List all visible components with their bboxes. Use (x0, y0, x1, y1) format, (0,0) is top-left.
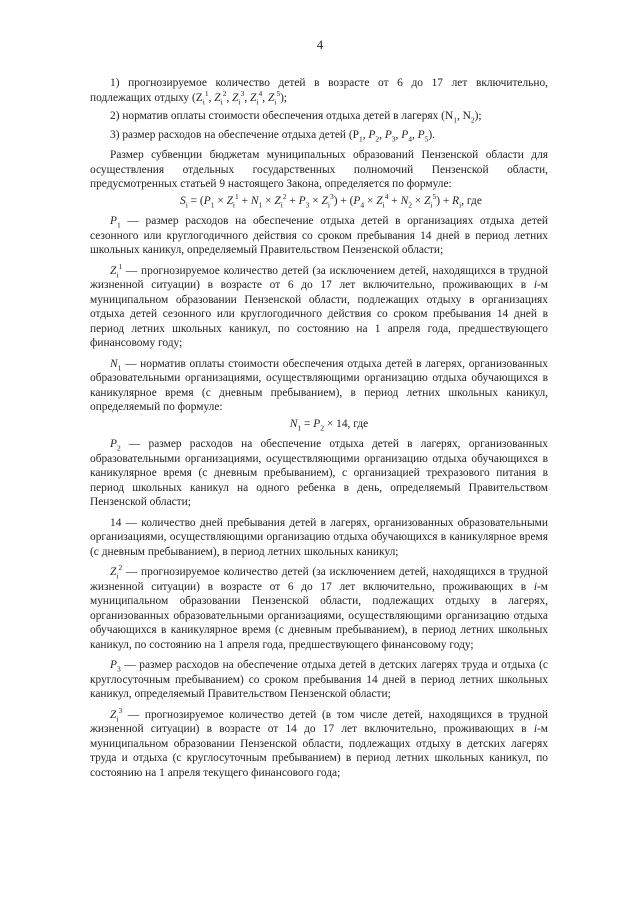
paragraph-item-2: 2) норматив оплаты стоимости обеспечения отдыха детей в лагерях ($N_1$, $N_2$); (110, 110, 482, 125)
paragraph-z2-definition: $Z_i^2$ — прогнозируемое количество детей (за исключением детей, находящихся в трудной жизненной ситуации) в возрасте от 6 до 17 лет включительно, проживающих в i-м муниципальном образовании Пензенской области, подлежащих отдыху в лагерях, организованных образовательными организациями, осуществляющими организацию отдыха обучающихся в каникулярное время (с дневным пребыванием), в период летних школьных каникул, по состоянию на 1 апреля года, предшествующего финансовому году; (90, 563, 548, 651)
document-body (90, 76, 548, 786)
paragraph-subvention: Размер субвенции бюджетам муниципальных образований Пензенской области для осуществления отдельных государственных полномочий Пензенской области, предусмотренных статьей 9 настоящего Закона, определяется по формуле: (90, 149, 548, 190)
formula-subvention: $S_i = (P_1 \times Z_i^1 + N_1 \times Z_i^2 + P_3 \times Z_i^3) + (P_4 \times Z_i^4 + N_2 \times Z_i^5) + R_i$, где (180, 191, 482, 209)
page-number: 4 (316, 38, 324, 52)
paragraph-14-definition: 14 — количество дней пребывания детей в лагерях, организованных образовательными организациями, осуществляющими организацию отдыха обучающихся в каникулярное время (с дневным пребыванием), в период летних школьных каникул; (90, 516, 548, 558)
paragraph-item-3: 3) размер расходов на обеспечение отдыха детей ($P_1$, $P_2$, $P_3$, $P_4$, $P_5$). (110, 128, 436, 143)
paragraph-z3-definition: $Z_i^3$ — прогнозируемое количество детей (в том числе детей, находящихся в трудной жизненной ситуации) в возрасте от 14 до 17 лет включительно, проживающих в i-м муниципальном образовании Пензенской области, подлежащих отдыху в детских лагерях труда и отдыха (с круглосуточным пребыванием) в период летних школьных каникул, по состоянию на 1 апреля текущего финансового года; (90, 705, 548, 779)
paragraph-n1-definition: $N_1$ — норматив оплаты стоимости обеспечения отдыха детей в лагерях, организованных образовательными организациями, осуществляющими организацию отдыха обучающихся в каникулярное время (с дневным пребыванием), в период летних школьных каникул, определяемый по формуле: (90, 357, 548, 413)
paragraph-item-1: 1) прогнозируемое количество детей в возрасте от 6 до 17 лет включительно, подлежащих отдыху ($Z_i^1$, $Z_i^2$, $Z_i^3$, $Z_i^4$, $Z_i^5$); (90, 77, 548, 106)
paragraph-p1-definition: $P_1$ — размер расходов на обеспечение отдыха детей в организациях отдыха детей сезонного или круглогодичного действия со сроком пребывания 14 дней в период летних школьных каникул, определяемый Правительством Пензенской области; (90, 215, 548, 256)
formula-n1: $N_1 = P_2 \times 14$, где (289, 417, 369, 432)
paragraph-z1-definition: $Z_i^1$ — прогнозируемое количество детей (за исключением детей, находящихся в трудной жизненной ситуации) в возрасте от 6 до 17 лет включительно, проживающих в i-м муниципальном образовании Пензенской области, подлежащих отдыху в организациях отдыха детей сезонного или круглогодичного действия со сроком пребывания 14 дней в период летних школьных каникул, по состоянию на 1 апреля года, предшествующего финансовому году; (90, 261, 548, 349)
paragraph-p3-definition: $P_3$ — размер расходов на обеспечение отдыха детей в детских лагерях труда и отдыха (с круглосуточным пребыванием) со сроком пребывания 14 дней в период летних школьных каникул, определяемый Правительством Пензенской области; (90, 659, 548, 700)
paragraph-p2-definition: $P_2$ — размер расходов на обеспечение отдыха детей в лагерях, организованных образовательными организациями, осуществляющими организацию отдыха обучающихся в каникулярное время (с дневным пребыванием), с организацией трехразового питания в период школьных каникул на одного ребенка в день, определяемый Правительством Пензенской области; (90, 438, 548, 508)
